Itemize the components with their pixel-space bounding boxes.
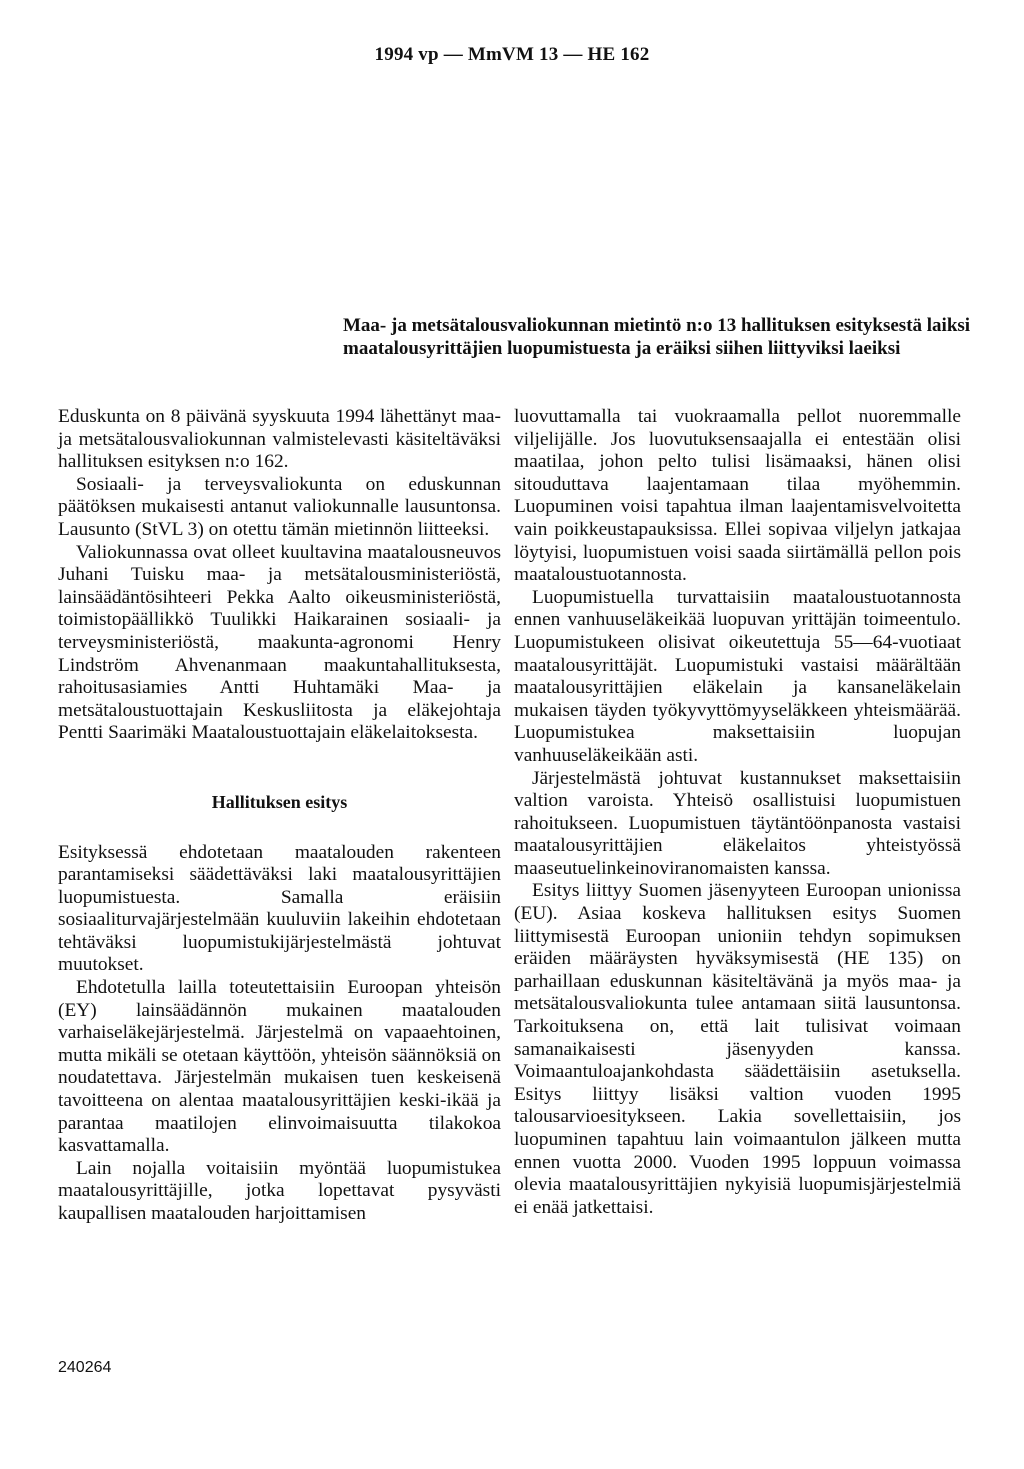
right-column (514, 406, 961, 1219)
left-column (58, 406, 501, 1226)
intro-paragraph: Sosiaali- ja terveysvaliokunta on eduskunnan päätöksen mukaisesti antanut valiokunnalle lausuntonsa. Lausunto (StVL 3) on otettu tämän mietinnön liitteeksi. (58, 473, 501, 540)
section-paragraph: Lain nojalla voitaisiin myöntää luopumistukea maatalousyrittäjille, jotka lopettavat pysyvästi kaupallisen maatalouden harjoittamisen (58, 1157, 501, 1224)
body-paragraph: Luopumistuella turvattaisiin maataloustuotannosta ennen vanhuuseläkeikää luopuvan yrittäjän toimeentulo. Luopumistukeen olisivat oikeutettuja 55—64-vuotiaat maatalousyrittäjät. Luopumistuki vastaisi määrältään maatalousyrittäjien eläkelain ja kansaneläkelain mukaisen täyden työkyvyttömyyseläkkeen yhteismäärää. Luopumistukea maksettaisiin luopujan vanhuuseläkeikään asti. (514, 586, 961, 766)
intro-paragraph: Valiokunnassa ovat olleet kuultavina maatalousneuvos Juhani Tuisku maa- ja metsätalousministeriöstä, lainsäädäntösihteeri Pekka Aalto oikeusministeriöstä, toimistopäällikkö Tuulikki Haikarainen sosiaali- ja terveysministeriöstä, maakunta-agronomi Henry Lindström Ahvenanmaan maakuntahallituksesta, rahoitusasiamies Antti Huhtamäki Maa- ja metsätaloustuottajain Keskusliitosta ja eläkejohtaja Pentti Saarimäki Maataloustuottajain eläkelaitoksesta. (58, 541, 501, 744)
body-paragraph: luovuttamalla tai vuokraamalla pellot nuoremmalle viljelijälle. Jos luovutuksensaajalla ei entestään olisi maatilaa, johon pelto tulisi lisämaaksi, hänen olisi sitouduttava laajentamaan tilaa myöhemmin. Luopuminen voisi tapahtua ilman laajentamisvelvoitetta vain poikkeustapauksissa. Ellei sopivaa viljelyn jatkajaa löytyisi, luopumistuen voisi saada siirtämällä pellon pois maataloustuotannosta. (514, 406, 961, 586)
report-title: Maa- ja metsätalousvaliokunnan mietintö n:o 13 hallituksen esityksestä laiksi maatalousyrittäjien luopumistuesta ja eräiksi siihen liittyviksi laeiksi (343, 315, 971, 359)
section-paragraph: Esityksessä ehdotetaan maatalouden rakenteen parantamiseksi säädettäväksi laki maatalousyrittäjien luopumistuesta. Samalla eräisiin sosiaaliturvajärjestelmään kuuluviin lakeihin ehdotetaan tehtäväksi luopumistukijärjestelmästä johtuvat muutokset. (58, 841, 501, 976)
running-head: 1994 vp — MmVM 13 — HE 162 (374, 44, 650, 65)
body-paragraph: Järjestelmästä johtuvat kustannukset maksettaisiin valtion varoista. Yhteisö osallistuisi luopumistuen rahoitukseen. Luopumistuen täytäntöönpanosta vastaisi maatalousyrittäjien eläkelaitos yhteistyössä maaseutuelinkeinoviranomaisten kanssa. (514, 767, 961, 879)
section-heading: Hallituksen esitys (211, 791, 348, 812)
document-number: 240264 (58, 1359, 112, 1376)
section-paragraph: Ehdotetulla lailla toteutettaisiin Euroopan yhteisön (EY) lainsäädännön mukainen maatalouden varhaiseläkejärjestelmä. Järjestelmä on vapaaehtoinen, mutta mikäli se otetaan käyttöön, yhteisön säännöksiä on noudatettava. Järjestelmän mukaisen tuen keskeisenä tavoitteena on alentaa maatalousyrittäjien keski-ikää ja parantaa maatilojen elinvoimaisuutta tilakokoa kasvattamalla. (58, 977, 501, 1157)
intro-paragraph: Eduskunta on 8 päivänä syyskuuta 1994 lähettänyt maa- ja metsätalousvaliokunnan valmistelevasti käsiteltäväksi hallituksen esityksen n:o 162. (58, 406, 501, 473)
body-paragraph: Esitys liittyy Suomen jäsenyyteen Euroopan unionissa (EU). Asiaa koskeva hallituksen esitys Suomen liittymisestä Euroopan unioniin tehdyn sopimuksen eräiden määräysten hyväksymisestä (HE 135) on parhaillaan eduskunnan käsiteltävänä ja myös maa- ja metsätalousvaliokunta tulee antamaan siitä lausuntonsa. Tarkoituksena on, että lait tulisivat voimaan samanaikaisesti jäsenyyden kanssa. Voimaantuloajankohdasta säädettäisiin asetuksella. Esitys liittyy lisäksi valtion vuoden 1995 talousarvioesitykseen. Lakia sovellettaisiin, jos luopuminen tapahtuu lain voimaantulon jälkeen mutta ennen vuotta 2000. Vuoden 1995 loppuun voimassa olevia maatalousyrittäjien nykyisiä luopumisjärjestelmiä ei enää jatkettaisi. (514, 880, 961, 1218)
